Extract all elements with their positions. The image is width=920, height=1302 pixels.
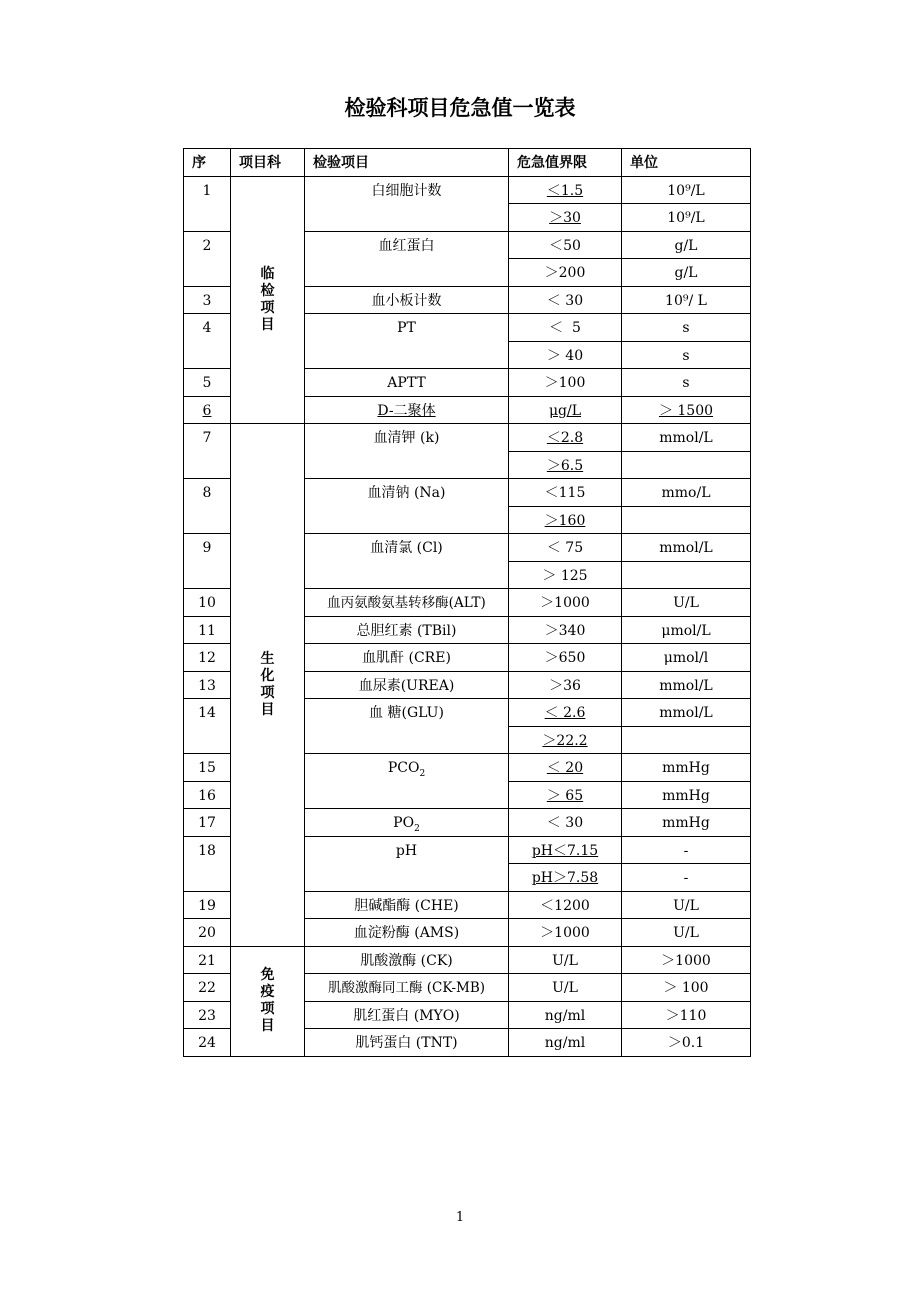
row-number: 5 [184,369,231,397]
limit-value: pH＞7.58 [509,864,622,892]
limit-value: ＜ 5 [509,314,622,342]
limit-value: U/L [509,974,622,1002]
unit-value: mmo/L [622,479,751,507]
category-biochem: 生化项目 [231,424,305,947]
item-name: 白细胞计数 [305,176,509,231]
row-number: 12 [184,644,231,672]
unit-value: - [622,836,751,864]
row-number: 16 [184,781,231,809]
unit-value: ＞ 1500 [622,396,751,424]
unit-value: g/L [622,259,751,287]
item-name: 总胆红素 (TBil) [305,616,509,644]
item-name: $PCO_2$ [305,754,509,809]
item-name: D-二聚体 [305,396,509,424]
limit-value: ＜ 20 [509,754,622,782]
row-number: 2 [184,231,231,286]
row-number: 21 [184,946,231,974]
limit-value: ＞340 [509,616,622,644]
unit-value: mmol/L [622,534,751,562]
limit-value: ＞650 [509,644,622,672]
row-number: 11 [184,616,231,644]
limit-value: pH＜7.15 [509,836,622,864]
item-name: 血清氯 (Cl) [305,534,509,589]
row-number: 9 [184,534,231,589]
item-name: 血淀粉酶 (AMS) [305,919,509,947]
limit-value: ＜ 30 [509,809,622,837]
row-number: 10 [184,589,231,617]
item-name: pH [305,836,509,891]
limit-value: ＜ 2.6 [509,699,622,727]
unit-value: 10⁹/L [622,176,751,204]
item-name: $PO_2$ [305,809,509,837]
table-header-row [184,149,751,177]
row-number: 13 [184,671,231,699]
unit-value: mmHg [622,809,751,837]
item-name: 肌钙蛋白 (TNT) [305,1029,509,1057]
limit-value: ＞ 125 [509,561,622,589]
limit-value: U/L [509,946,622,974]
limit-value: ＞160 [509,506,622,534]
item-name: 血清钠 (Na) [305,479,509,534]
limit-value: ＞ 40 [509,341,622,369]
row-number: 20 [184,919,231,947]
limit-value: ＜115 [509,479,622,507]
header-item: 检验项目 [305,149,509,177]
unit-value: U/L [622,589,751,617]
table-row [184,176,751,204]
unit-value: s [622,369,751,397]
item-name: APTT [305,369,509,397]
item-name: PT [305,314,509,369]
unit-value: ＞0.1 [622,1029,751,1057]
item-name: 血红蛋白 [305,231,509,286]
header-seq: 序 [184,149,231,177]
limit-value: ＞36 [509,671,622,699]
row-number: 14 [184,699,231,754]
limit-value: ＞1000 [509,919,622,947]
row-number: 3 [184,286,231,314]
row-number: 15 [184,754,231,782]
unit-value: mmHg [622,781,751,809]
row-number: 23 [184,1001,231,1029]
limit-value: ＜ 75 [509,534,622,562]
limit-value: ＞6.5 [509,451,622,479]
item-name: 血清钾 (k) [305,424,509,479]
critical-value-table [183,148,751,1057]
category-immuno: 免疫项目 [231,946,305,1056]
unit-value: μmol/l [622,644,751,672]
item-name: 血尿素(UREA) [305,671,509,699]
unit-value: 10⁹/ L [622,286,751,314]
unit-value: mmol/L [622,699,751,727]
unit-value [622,726,751,754]
unit-value: g/L [622,231,751,259]
header-unit: 单位 [622,149,751,177]
row-number: 8 [184,479,231,534]
header-dept: 项目科 [231,149,305,177]
row-number: 19 [184,891,231,919]
item-name: 血丙氨酸氨基转移酶(ALT) [305,589,509,617]
unit-value: U/L [622,919,751,947]
unit-value: 10⁹/L [622,204,751,232]
row-number: 6 [184,396,231,424]
item-name: 血 糖(GLU) [305,699,509,754]
unit-value [622,561,751,589]
row-number: 17 [184,809,231,837]
item-name: 血小板计数 [305,286,509,314]
limit-value: ＞100 [509,369,622,397]
unit-value: s [622,314,751,342]
limit-value: ＞200 [509,259,622,287]
row-number: 7 [184,424,231,479]
item-name: 肌酸激酶 (CK) [305,946,509,974]
unit-value: ＞1000 [622,946,751,974]
limit-value: ＜1200 [509,891,622,919]
limit-value: ＞1000 [509,589,622,617]
unit-value [622,506,751,534]
row-number: 22 [184,974,231,1002]
unit-value: ＞ 100 [622,974,751,1002]
limit-value: ＜1.5 [509,176,622,204]
unit-value: μmol/L [622,616,751,644]
limit-value: ＜ 30 [509,286,622,314]
unit-value [622,451,751,479]
limit-value: ＞ 65 [509,781,622,809]
category-clinical: 临检项目 [231,176,305,424]
limit-value: ＜2.8 [509,424,622,452]
unit-value: mmHg [622,754,751,782]
unit-value: mmol/L [622,671,751,699]
row-number: 1 [184,176,231,231]
row-number: 18 [184,836,231,891]
unit-value: mmol/L [622,424,751,452]
item-name: 肌酸激酶同工酶 (CK-MB) [305,974,509,1002]
unit-value: s [622,341,751,369]
row-number: 24 [184,1029,231,1057]
unit-value: U/L [622,891,751,919]
limit-value: ng/ml [509,1001,622,1029]
item-name: 肌红蛋白 (MYO) [305,1001,509,1029]
limit-value: μg/L [509,396,622,424]
limit-value: ng/ml [509,1029,622,1057]
unit-value: ＞110 [622,1001,751,1029]
table-row [184,946,751,974]
document-title: 检验科项目危急值一览表 [344,96,576,120]
limit-value: ＜50 [509,231,622,259]
page-number: 1 [455,1210,465,1225]
table-row [184,424,751,452]
header-limit: 危急值界限 [509,149,622,177]
unit-value: - [622,864,751,892]
row-number: 4 [184,314,231,369]
limit-value: ＞30 [509,204,622,232]
item-name: 胆碱酯酶 (CHE) [305,891,509,919]
limit-value: ＞22.2 [509,726,622,754]
item-name: 血肌酐 (CRE) [305,644,509,672]
